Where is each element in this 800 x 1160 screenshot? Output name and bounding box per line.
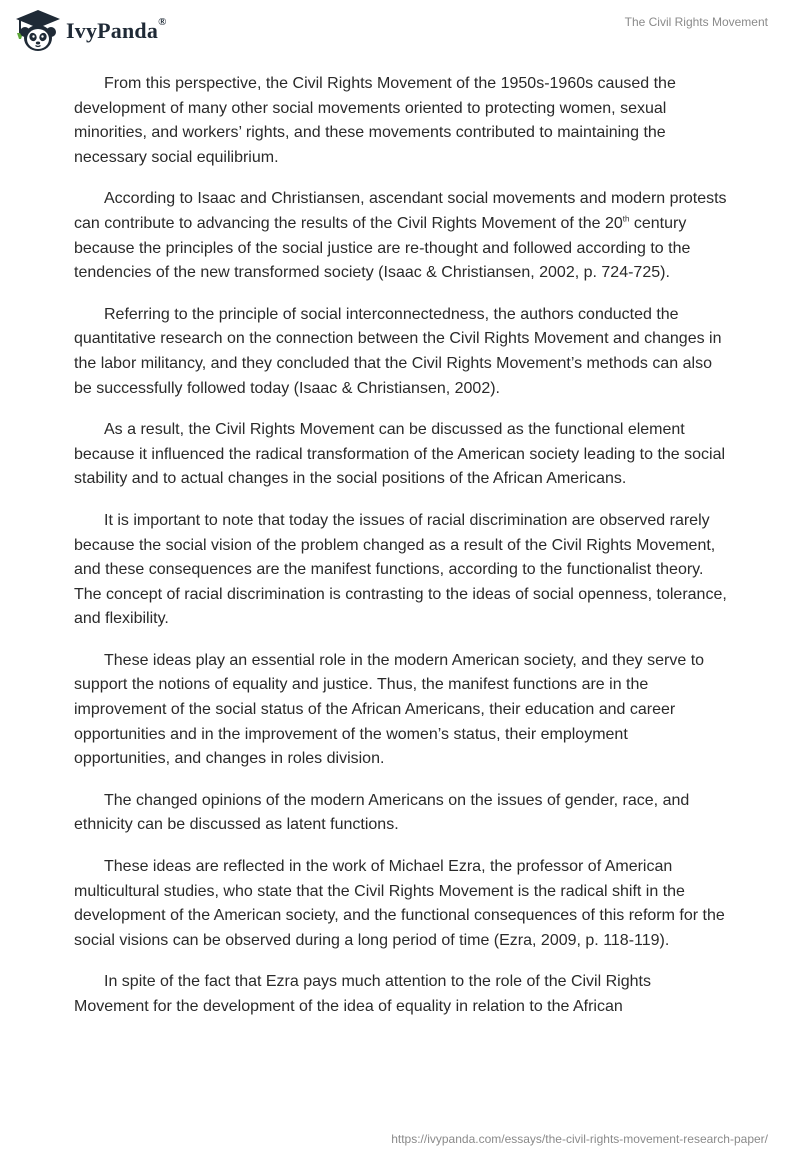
paragraph: These ideas play an essential role in the modern American society, and they serve to support the notions of equality and justice. Thus, the manifest functions are in the improvement of the social status of the African Americans, their education and career opportunities and in the improvement of the women’s status, their employment opportunities, and changes in roles division. (74, 651, 705, 768)
paragraph: As a result, the Civil Rights Movement can be discussed as the functional element because it influenced the radical transformation of the American society leading to the social stability and to actual changes in the social positions of the African Americans. (74, 421, 726, 488)
registered-mark: ® (158, 16, 167, 28)
source-url[interactable]: https://ivypanda.com/essays/the-civil-rights-movement-research-paper/ (391, 1132, 768, 1146)
paragraph: Referring to the principle of social interconnectedness, the authors conducted the quantitative research on the connection between the Civil Rights Movement and changes in the labor militancy, and they concluded that the Civil Rights Movement’s methods can also be successfully followed today (Isaac & Christiansen, 2002). (74, 305, 722, 397)
paragraph: From this perspective, the Civil Rights Movement of the 1950s-1960s caused the development of many other social movements oriented to protecting women, sexual minorities, and workers’ rights, and these movements contributed to maintaining the necessary social equilibrium. (74, 75, 676, 166)
essay-body (74, 72, 728, 1037)
panda-graduate-icon (14, 8, 62, 54)
ordinal-superscript: th (622, 214, 630, 224)
brand-name: IvyPanda® (66, 16, 167, 43)
page-header (0, 0, 800, 70)
paragraph: These ideas are reflected in the work of Michael Ezra, the professor of American multicultural studies, who state that the Civil Rights Movement is the radical shift in the development of the American society, and the functional consequences of this reform for the social visions can be observed during a long period of time (Ezra, 2009, p. 118-119). (74, 858, 725, 949)
paragraph: It is important to note that today the issues of racial discrimination are observed rarely because the social vision of the problem changed as a result of the Civil Rights Movement, and these consequences are the manifest functions, according to the functionalist theory. The concept of racial discrimination is contrasting to the ideas of social openness, tolerance, and flexibility. (74, 511, 727, 628)
paragraph: In spite of the fact that Ezra pays much attention to the role of the Civil Rights Movement for the development of the idea of equality in relation to the African (74, 973, 651, 1015)
paragraph: The changed opinions of the modern Americans on the issues of gender, race, and ethnicity can be discussed as latent functions. (74, 791, 690, 834)
paragraph: According to Isaac and Christiansen, ascendant social movements and modern protests can contribute to advancing the results of the Civil Rights Movement of the 20th century because the principles of the social justice are re-thought and followed according to the tendencies of the new transformed society (Isaac & Christiansen, 2002, p. 724-725). (74, 190, 727, 282)
ivypanda-logo[interactable] (14, 8, 167, 54)
document-title: The Civil Rights Movement (624, 15, 768, 29)
